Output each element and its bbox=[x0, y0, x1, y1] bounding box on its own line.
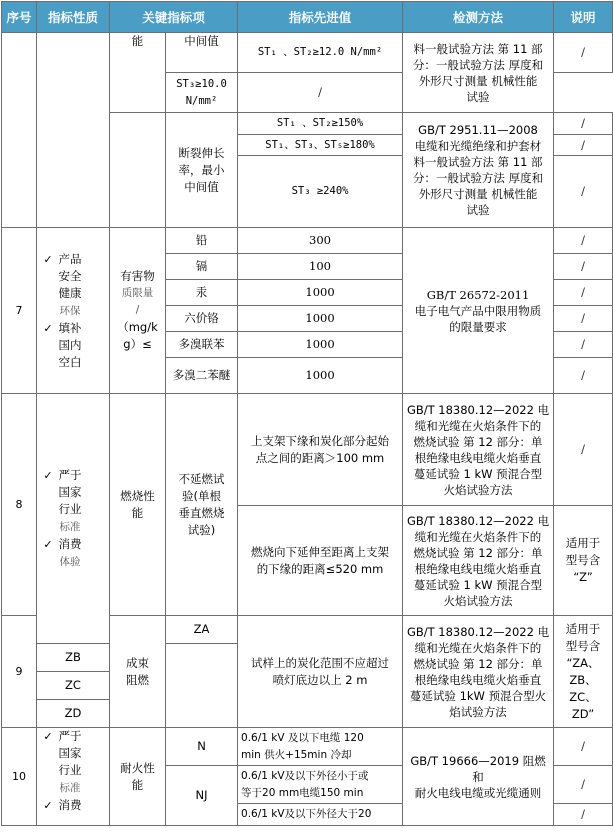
nature-cell: ✓ 严于 国家 行业 标准 ✓ 消费 体验 bbox=[37, 394, 110, 644]
row-index-cell: 7 bbox=[2, 228, 37, 394]
value-cell: 燃烧向下延伸至距离上支架 的下缘的距离≤520 mm bbox=[238, 506, 403, 616]
method-cell: GB/T 2951.11—2008 电缆和光缆绝缘和护套材 料一般试验方法 第 11 部 分：一般试验方法 厚度和 外形尺寸测量 机械性能 试验 bbox=[403, 113, 554, 228]
method-cell: GB/T 18380.12—2022 电 缆和光缆在火焰条件下的 燃烧试验 第 12 部分：单 根绝缘电线电缆火焰垂直 蔓延试验 1 kW 预混合型 火焰试验方法 bbox=[403, 506, 554, 616]
note-cell: / bbox=[554, 254, 613, 280]
sub-item-cell: 多溴二苯醚 bbox=[166, 358, 238, 394]
check-icon: ✓ bbox=[43, 468, 53, 482]
note-cell: / bbox=[554, 306, 613, 332]
key-item-cell: 有害物 质限量 / （mg/k g）≤ bbox=[110, 228, 166, 394]
value-cell: ST₁、ST₃、ST₅≥180% bbox=[238, 135, 403, 156]
nature-cell: ✓ 产品 安全 健康 环保 ✓ 填补 国内 空白 bbox=[37, 228, 110, 394]
sub-item-cell: 中间值 bbox=[166, 33, 238, 73]
note-cell: / bbox=[554, 280, 613, 306]
value-cell: 0.6/1 kV及以下外径小于或 等于20 mm电缆150 min bbox=[238, 766, 403, 804]
value-cell: ST₃ ≥240% bbox=[238, 156, 403, 228]
note-cell: / bbox=[554, 228, 613, 254]
note-cell: 适用于 型号含 “Z” bbox=[554, 506, 613, 616]
header-nature: 指标性质 bbox=[37, 2, 110, 33]
value-cell: 1000 bbox=[238, 358, 403, 394]
header-test-method: 检测方法 bbox=[403, 2, 554, 33]
key-item-cell: 成束 阻燃 bbox=[110, 616, 166, 728]
header-row bbox=[2, 2, 613, 33]
indicator-table bbox=[1, 1, 613, 826]
row-index-cell: 8 bbox=[2, 394, 37, 616]
check-icon: ✓ bbox=[43, 537, 53, 551]
sub-item-cell: ZA bbox=[166, 616, 238, 644]
value-cell: 300 bbox=[238, 228, 403, 254]
row-index-cell bbox=[2, 33, 37, 228]
note-cell: / bbox=[554, 156, 613, 228]
sub-item-cell: ZD bbox=[37, 700, 110, 728]
value-cell: 1000 bbox=[238, 332, 403, 358]
value-cell: 0.6/1 kV 及以下电缆 120 min 供火+15min 冷却 bbox=[238, 728, 403, 766]
row-index-cell: 9 bbox=[2, 616, 37, 728]
note-cell: / bbox=[554, 33, 613, 73]
value-cell: 0.6/1 kV及以下外径大于20 bbox=[238, 804, 403, 826]
sub-item-cell: 多溴联苯 bbox=[166, 332, 238, 358]
table-row bbox=[2, 394, 613, 506]
method-cell: 料一般试验方法 第 11 部 分：一般试验方法 厚度和 外形尺寸测量 机械性能 试验 bbox=[403, 33, 554, 113]
header-advanced-value: 指标先进值 bbox=[238, 2, 403, 33]
header-index: 序号 bbox=[2, 2, 37, 33]
check-icon: ✓ bbox=[43, 799, 53, 812]
check-icon: ✓ bbox=[43, 252, 53, 266]
nature-cell: ✓ 严于 国家 行业 标准 ✓ 消费 bbox=[37, 728, 110, 826]
note-cell: 适用于 型号含 “ZA、 ZB、ZC、 ZD” bbox=[554, 616, 613, 728]
header-key-item: 关键指标项 bbox=[110, 2, 238, 33]
value-cell: 试样上的炭化范围不应超过 喷灯底边以上 2 m bbox=[238, 616, 403, 728]
key-item-cell bbox=[110, 113, 166, 228]
value-cell: ST₁ 、ST₂≥150% bbox=[238, 113, 403, 135]
key-item-cell: 耐火性 能 bbox=[110, 728, 166, 826]
note-cell: / bbox=[554, 358, 613, 394]
sub-item-cell: 汞 bbox=[166, 280, 238, 306]
key-item-cell: 能 bbox=[110, 33, 166, 113]
nature-cell bbox=[37, 33, 110, 228]
check-icon: ✓ bbox=[43, 730, 53, 743]
sub-item-cell: 镉 bbox=[166, 254, 238, 280]
note-cell: / bbox=[554, 135, 613, 156]
method-cell: GB/T 19666—2019 阻燃和 耐火电线电缆或光缆通则 bbox=[403, 728, 554, 826]
sub-item-cell: 断裂伸长 率，最小 中间值 bbox=[166, 113, 238, 228]
method-cell: GB/T 18380.12—2022 电 缆和光缆在火焰条件下的 燃烧试验 第 12 部分：单 根绝缘电线电缆火焰垂直 蔓延试验 1 kW 预混合型 火焰试验方法 bbox=[403, 394, 554, 506]
sub-item-cell: 铅 bbox=[166, 228, 238, 254]
method-cell: GB/T 26572-2011 电子电气产品中限用物质 的限量要求 bbox=[403, 228, 554, 394]
sub-item-cell: 不延燃试 验(单根 垂直燃烧 试验) bbox=[166, 394, 238, 616]
header-notes: 说明 bbox=[554, 2, 613, 33]
table-row bbox=[2, 728, 613, 766]
value-cell: 1000 bbox=[238, 306, 403, 332]
key-item-cell: 燃烧性 能 bbox=[110, 394, 166, 616]
note-cell: / bbox=[554, 332, 613, 358]
row-index-cell: 10 bbox=[2, 728, 37, 826]
note-cell: / bbox=[238, 73, 403, 113]
note-cell: / bbox=[554, 766, 613, 804]
sub-item-cell: 六价铬 bbox=[166, 306, 238, 332]
note-cell: / bbox=[554, 728, 613, 766]
sub-item-cell: ZC bbox=[37, 672, 110, 700]
method-cell: GB/T 18380.12—2022 电 缆和光缆在火焰条件下的 燃烧试验 第 12 部分：单 根绝缘电线电缆火焰垂直 蔓延试验 1kW 预混合型火 焰试验方法 bbox=[403, 616, 554, 728]
table-row bbox=[2, 33, 613, 73]
value-cell: ST₁ 、ST₂≥12.0 N/mm² bbox=[238, 33, 403, 73]
table-row bbox=[2, 228, 613, 254]
sub-item-cell: NJ bbox=[166, 766, 238, 826]
value-cell: ST₃≥10.0 N/mm² bbox=[166, 73, 238, 113]
note-cell: / bbox=[554, 804, 613, 826]
value-cell: 100 bbox=[238, 254, 403, 280]
value-cell: 上支架下缘和炭化部分起始 点之间的距离＞100 mm bbox=[238, 394, 403, 506]
value-cell: 1000 bbox=[238, 280, 403, 306]
sub-item-cell: N bbox=[166, 728, 238, 766]
note-cell: / bbox=[554, 394, 613, 506]
note-cell: / bbox=[554, 113, 613, 135]
sub-item-cell: ZB bbox=[37, 644, 110, 672]
check-icon: ✓ bbox=[43, 321, 53, 335]
